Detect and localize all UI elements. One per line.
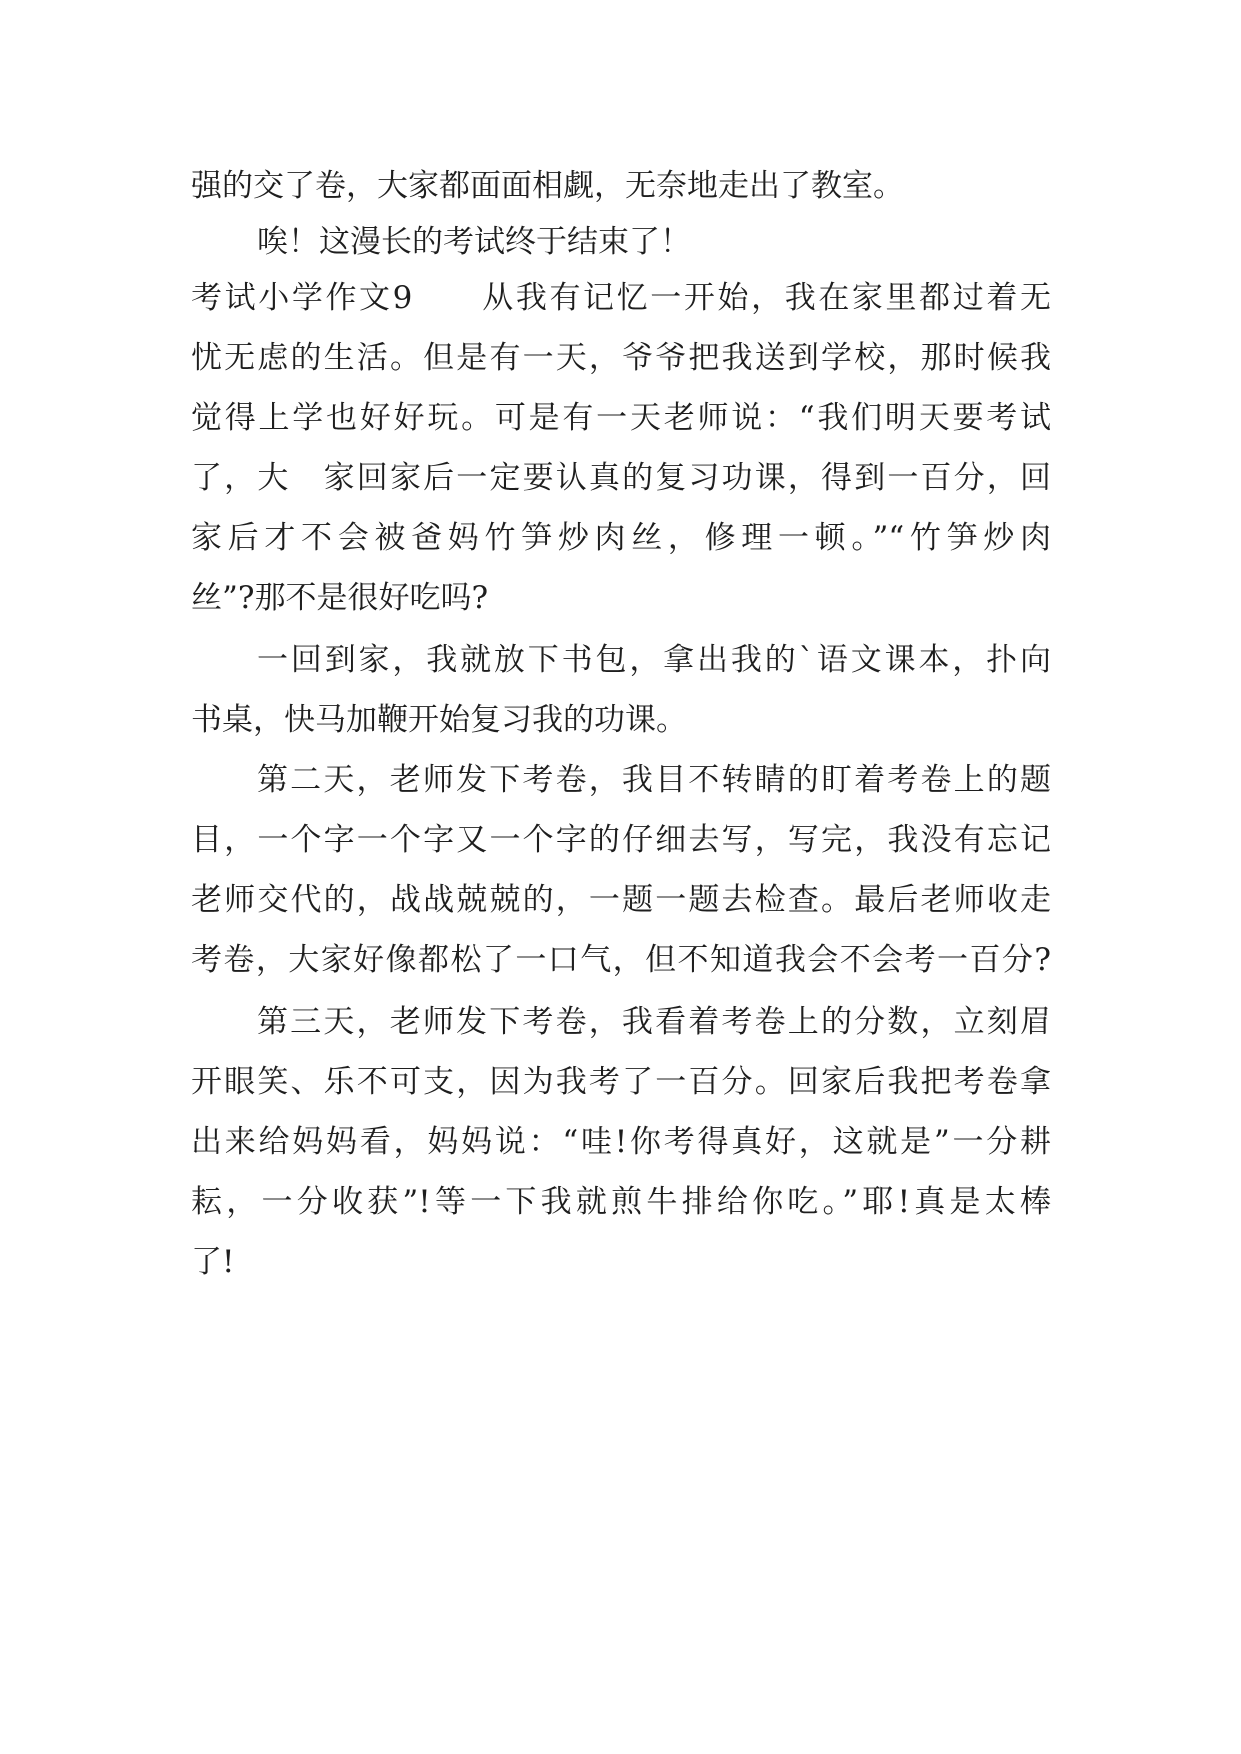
text-line: 一回到家，我就放下书包，拿出我的`语文课本，扑向 <box>257 642 1051 678</box>
text-line: 出来给妈妈看，妈妈说：“哇!你考得真好，这就是”一分耕 <box>191 1124 1051 1160</box>
text-line: 目，一个字一个字又一个字的仔细去写，写完，我没有忘记 <box>191 822 1051 858</box>
text-line: 了! <box>191 1244 235 1280</box>
text-line: 觉得上学也好好玩。可是有一天老师说：“我们明天要考试 <box>191 400 1051 436</box>
text-line: 唉！这漫长的考试终于结束了！ <box>257 224 691 260</box>
text-line: 开眼笑、乐不可支，因为我考了一百分。回家后我把考卷拿 <box>191 1064 1051 1100</box>
text-line: 家后才不会被爸妈竹笋炒肉丝，修理一顿。”“竹笋炒肉 <box>191 520 1051 556</box>
text-line: 第三天，老师发下考卷，我看着考卷上的分数，立刻眉 <box>257 1004 1051 1040</box>
text-line: 忧无虑的生活。但是有一天，爷爷把我送到学校，那时候我 <box>191 340 1051 376</box>
text-line: 考卷，大家好像都松了一口气，但不知道我会不会考一百分? <box>191 942 1051 978</box>
text-line: 了，大 家回家后一定要认真的复习功课，得到一百分，回 <box>191 460 1051 496</box>
text-line: 耘，一分收获”!等一下我就煎牛排给你吃。”耶!真是太棒 <box>191 1184 1051 1220</box>
text-line: 强的交了卷，大家都面面相觑，无奈地走出了教室。 <box>191 168 904 204</box>
text-line: 书桌，快马加鞭开始复习我的功课。 <box>191 702 687 738</box>
text-line: 丝”?那不是很好吃吗? <box>191 580 489 616</box>
text-line: 第二天，老师发下考卷，我目不转睛的盯着考卷上的题 <box>257 762 1051 798</box>
text-line: 考试小学作文9 从我有记忆一开始，我在家里都过着无 <box>191 280 1051 316</box>
text-line: 老师交代的，战战兢兢的，一题一题去检查。最后老师收走 <box>191 882 1051 918</box>
